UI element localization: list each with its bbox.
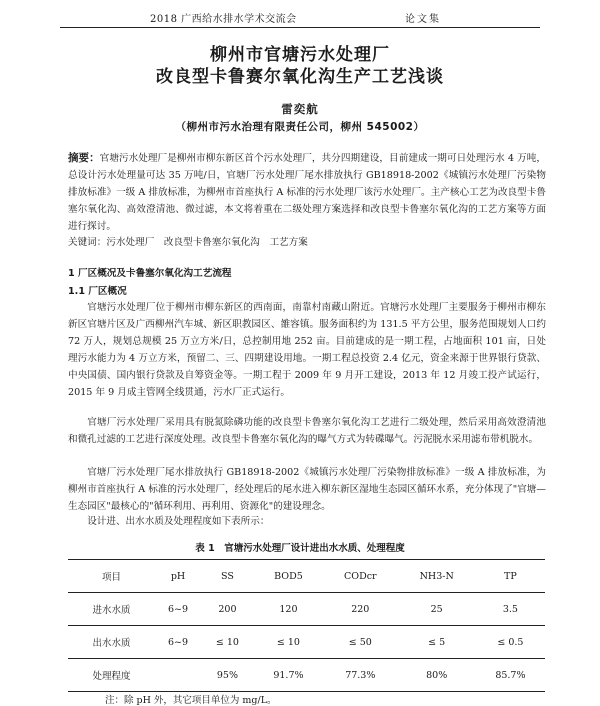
table-header-cell: SS bbox=[221, 570, 234, 582]
table-cell: ≤ 10 bbox=[276, 636, 300, 648]
title-line-2: 改良型卡鲁赛尔氧化沟生产工艺浅谈 bbox=[156, 67, 444, 87]
table-header-cell: pH bbox=[170, 570, 186, 582]
header-conference: 2018 广西给水排水学术交流会 bbox=[150, 14, 297, 25]
title-line-1: 柳州市官塘污水处理厂 bbox=[210, 45, 390, 65]
table-cell: ≤ 10 bbox=[215, 636, 239, 648]
abstract bbox=[68, 150, 546, 235]
table-cell: 3.5 bbox=[502, 603, 518, 615]
table-cell: ≤ 50 bbox=[348, 636, 372, 648]
table-note: 注：除 pH 外，其它项目单位为 mg/L。 bbox=[105, 695, 277, 706]
keywords-text: 污水处理厂 改良型卡鲁塞尔氧化沟 工艺方案 bbox=[106, 237, 308, 248]
table-header-cell: TP bbox=[504, 570, 517, 582]
table-cell bbox=[155, 659, 201, 692]
table-cell: 出水水质 bbox=[92, 638, 131, 649]
table-header-cell: NH3-N bbox=[419, 570, 454, 582]
table-cell: 25 bbox=[430, 603, 443, 615]
water-quality-table bbox=[68, 559, 545, 692]
table-cell: 进水水质 bbox=[92, 605, 131, 616]
header-section: 论文集 bbox=[405, 14, 441, 25]
table-cell: 处理程度 bbox=[92, 671, 131, 682]
table-header-cell: CODcr bbox=[344, 570, 377, 582]
keywords-label: 关键词： bbox=[68, 237, 107, 248]
table-cell: 120 bbox=[279, 603, 298, 615]
table-cell: ≤ 5 bbox=[428, 636, 446, 648]
table-header-row bbox=[68, 560, 545, 593]
paragraph-discharge: 官塘厂污水处理厂尾水排放执行 GB18918-2002《城镇污水处理厂污染物排放标准》一级 A 排放标准，为柳州市首座执行 A 标准的污水处理厂，经处理后的尾水进入柳东新区湿地生态园区循环水系，充分体现了"官塘—生态园区"最核心的"循环利用、再利用、资源化"的建设理念。 bbox=[68, 467, 546, 512]
running-header bbox=[0, 0, 600, 30]
table-cell: 95% bbox=[216, 669, 238, 681]
paragraph-overview: 官塘污水处理厂位于柳州市柳东新区的西南面，南靠村南藏山附近。官塘污水处理厂主要服务于柳州市柳东新区官塘片区及广西柳州汽车城、新区职教园区、雒容镇。服务面积约为 131.5 平方公里，服务范围规划人口约 72 万人，规划总规模 25 万立方米/日，总控制用地 252 亩。目前建成的是一期工程，占地面积 101 亩，日处理污水能力为 4 万立方米，预留二、三、四期建设用地。一期工程总投资 2.4 亿元，资金来源于世界银行贷款、中央国债、国内银行贷款及自筹资金等。一期工程于 2009 年 9 月开工建设，2013 年 12 月竣工投产试运行，2015 年 9 月成主管网全线贯通，污水厂正式运行。 bbox=[68, 302, 546, 398]
table-cell: 6~9 bbox=[168, 636, 189, 648]
table-cell: 80% bbox=[426, 669, 448, 681]
table-cell: 91.7% bbox=[273, 669, 304, 681]
table-caption bbox=[0, 540, 600, 554]
table-row bbox=[68, 659, 545, 692]
table-header-cell: BOD5 bbox=[274, 570, 303, 582]
paragraph-table-intro: 设计进、出水水质及处理程度如下表所示： bbox=[87, 516, 270, 527]
table-row bbox=[68, 593, 545, 626]
table-caption-text: 官塘污水处理厂设计进出水水质、处理程度 bbox=[224, 543, 405, 554]
table-row bbox=[68, 626, 545, 659]
table-cell: 85.7% bbox=[495, 669, 526, 681]
paragraph-process: 官塘厂污水处理厂采用具有脱氮除磷功能的改良型卡鲁塞尔氧化沟工艺进行二级处理，然后采用高效澄清池和微孔过滤的工艺进行深度处理。改良型卡鲁塞尔氧化沟的曝气方式为转碟曝气。污泥脱水采用滤布带机脱水。 bbox=[68, 417, 546, 445]
table-cell: ≤ 0.5 bbox=[497, 636, 524, 648]
table-cell: 220 bbox=[351, 603, 370, 615]
abstract-text: 官塘污水处理厂是柳州市柳东新区首个污水处理厂，共分四期建设，目前建成一期可日处理污水 4 万吨，总设计污水处理量可达 35 万吨/日，官塘厂污水处理厂尾水排放执行 GB18918-2002《城镇污水处理厂污染物排放标准》一级 A 排放标准，为柳州市首座执行 A 标准的污水处理厂该污水处理厂。主产核心工艺为改良型卡鲁塞尔氧化沟、高效澄清池、微过滤，本文将着重在二级处理方案选择和改良型卡鲁塞尔氧化沟的工艺方案等方面进行探讨。 bbox=[68, 153, 547, 232]
header-rule bbox=[60, 27, 540, 28]
abstract-label: 摘要： bbox=[68, 152, 100, 164]
section-heading-1-1: 1.1 厂区概况 bbox=[68, 286, 127, 297]
table-header-cell: 项目 bbox=[102, 572, 122, 583]
table-caption-number: 表 1 bbox=[195, 543, 215, 554]
table-cell: 200 bbox=[218, 603, 237, 615]
table-cell: 77.3% bbox=[345, 669, 376, 681]
affiliation: （柳州市污水治理有限责任公司，柳州 545002） bbox=[175, 121, 425, 133]
table-cell: 6~9 bbox=[168, 603, 189, 615]
section-heading-1: 1 厂区概况及卡鲁塞尔氧化沟工艺流程 bbox=[68, 268, 232, 279]
keywords bbox=[68, 235, 546, 251]
author: 雷奕航 bbox=[281, 102, 319, 116]
